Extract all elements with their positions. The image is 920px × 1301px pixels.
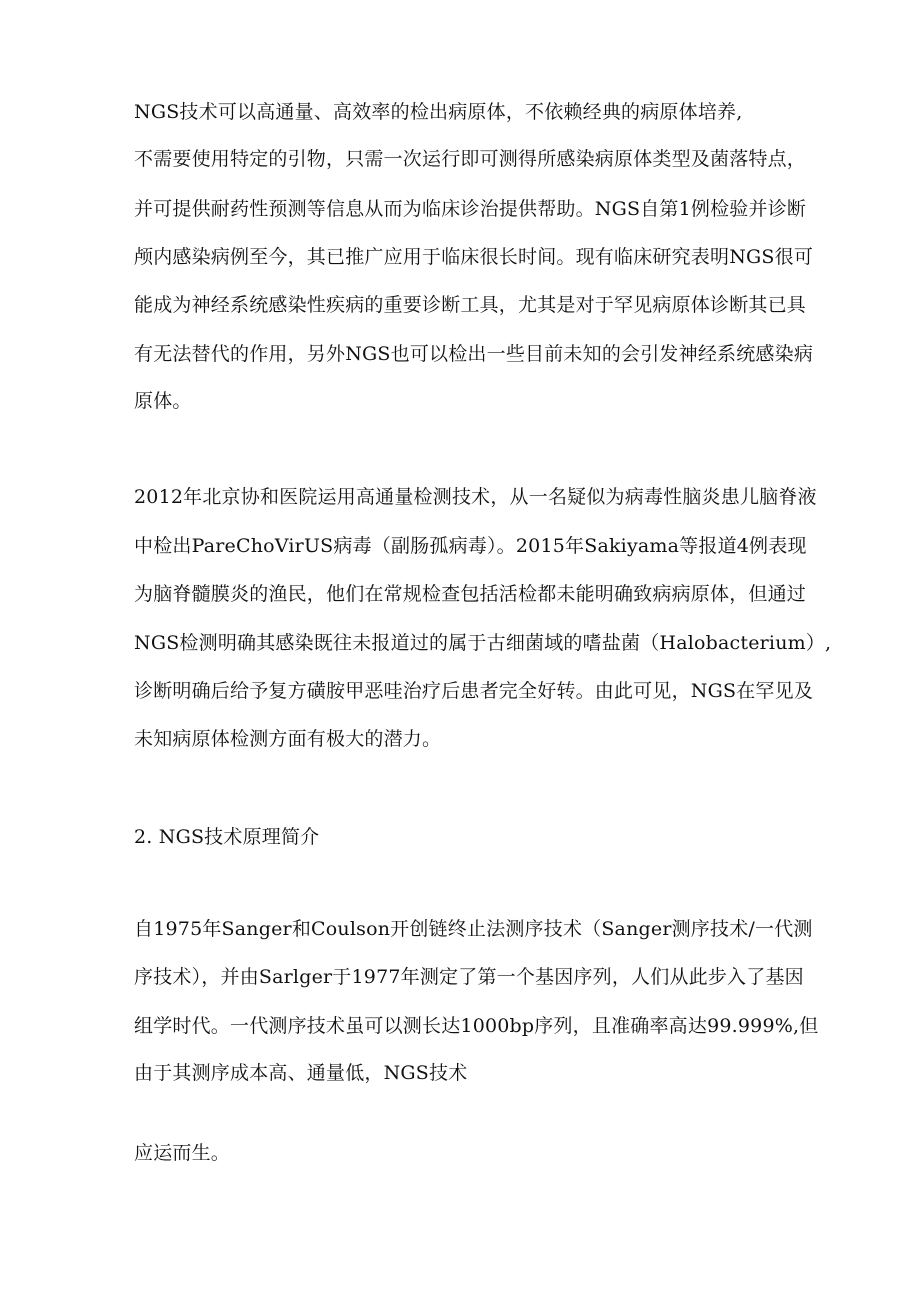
text-line: 并可提供耐药性预测等信息从而为临床诊治提供帮助。NGS自第1例检验并诊断 <box>134 198 807 220</box>
text-line: 序技术），并由Sarlger于1977年测定了第一个基因序列，人们从此步入了基因 <box>134 966 804 988</box>
text-line: 自1975年Sanger和Coulson开创链终止法测序技术（Sanger测序技术/一代测 <box>134 918 813 940</box>
text-line: 有无法替代的作用，另外NGS也可以检出一些目前未知的会引发神经系统感染病 <box>134 343 814 365</box>
text-line: 未知病原体检测方面有极大的潜力。 <box>134 728 442 750</box>
text-line: 应运而生。 <box>134 1142 231 1164</box>
text-line: 中检出PareChoVirUS病毒（副肠孤病毒）。2015年Sakiyama等报道4例表现 <box>134 535 807 557</box>
text-line: 原体。 <box>134 390 192 412</box>
text-line: NGS技术可以高通量、高效率的检出病原体，不依赖经典的病原体培养, <box>134 101 743 123</box>
text-line: 组学时代。一代测序技术虽可以测长达1000bp序列，且准确率高达99.999%,但 <box>134 1015 819 1037</box>
section-heading: 2. NGS技术原理简介 <box>134 826 320 848</box>
text-line: 2012年北京协和医院运用高通量检测技术，从一名疑似为病毒性脑炎患儿脑脊液 <box>134 486 817 508</box>
text-line: NGS检测明确其感染既往未报道过的属于古细菌域的嗜盐菌（Halobacterium）, <box>134 632 832 654</box>
text-line: 能成为神经系统感染性疾病的重要诊断工具，尤其是对于罕见病原体诊断其已具 <box>134 294 807 316</box>
text-line: 为脑脊髓膜炎的渔民，他们在常规检查包括活检都未能明确致病病原体，但通过 <box>134 583 807 605</box>
text-line: 不需要使用特定的引物，只需一次运行即可测得所感染病原体类型及菌落特点， <box>134 148 807 170</box>
text-line: 由于其测序成本高、通量低，NGS技术 <box>134 1062 468 1084</box>
text-line: 颅内感染病例至今，其已推广应用于临床很长时间。现有临床研究表明NGS很可 <box>134 246 814 268</box>
text-line: 诊断明确后给予复方磺胺甲恶哇治疗后患者完全好转。由此可见，NGS在罕见及 <box>134 680 814 702</box>
